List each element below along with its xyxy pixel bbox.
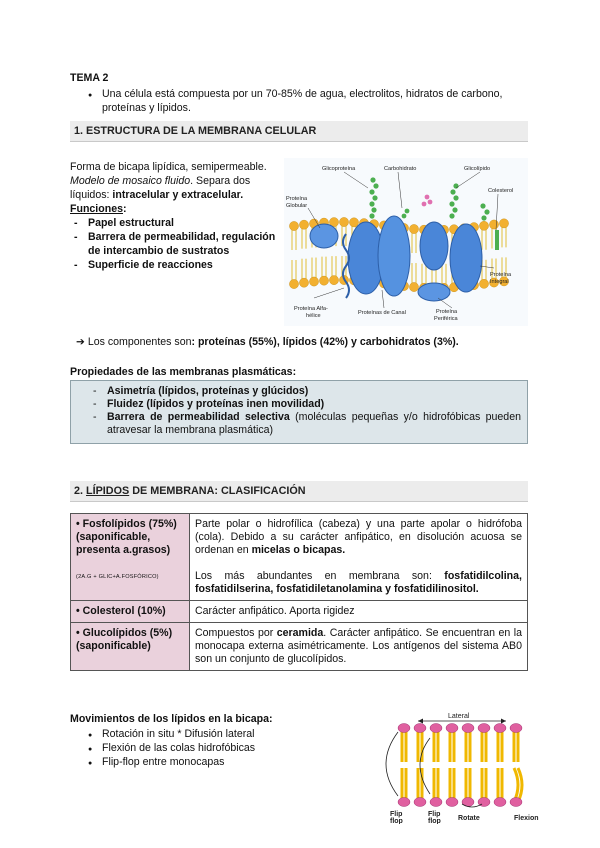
lipid-head: [446, 724, 458, 733]
flip-label-2: Flip: [428, 811, 441, 818]
label-proteina-integral: Proteína: [490, 272, 512, 278]
label-proteinas-canal: Proteínas de Canal: [358, 310, 406, 316]
movimiento-item: ● Flexión de las colas hidrofóbicas: [84, 741, 255, 755]
lipid-pairs: [398, 724, 522, 807]
formula-note: (2A.G + GLIC+A.FOSFÓRICO): [76, 574, 159, 580]
lipid-head: [398, 724, 410, 733]
row-desc: Compuestos por ceramida. Carácter anfipático. Se encuentran en la monocapa externa asimétricamente. Los antígenos del sistema AB0 son un conjunto de glucolípidos.: [190, 623, 528, 671]
label-proteina-alfa: Proteína Alfa-: [294, 306, 328, 312]
label-glicoproteina: Glicoproteína: [322, 166, 356, 172]
flip-label: Flip: [390, 811, 403, 818]
channel-protein: [378, 216, 410, 296]
globular-protein: [310, 224, 338, 248]
intro-list: [84, 87, 504, 115]
lipid-head: [414, 798, 426, 807]
lipid-head: [398, 798, 410, 807]
lipid-head: [494, 724, 506, 733]
components-bold: : proteínas (55%), lípidos (42%) y carbohidratos (3%).: [191, 336, 459, 348]
funcion-item: - Barrera de permeabilidad, regulación de intercambio de sustratos: [70, 230, 276, 258]
lipid-movement-diagram: [374, 708, 542, 824]
lipid-head: [309, 277, 318, 286]
lipid-head: [430, 724, 442, 733]
movimiento-item: ● Flip-flop entre monocapas: [84, 755, 255, 769]
label-proteina-globular-2: Globular: [286, 203, 308, 209]
lipid-head: [289, 279, 298, 288]
flip-arrow: [386, 732, 398, 796]
table-row: [71, 514, 528, 601]
lipid-head: [510, 724, 522, 733]
membrane-diagram: [284, 158, 528, 326]
label-colesterol: Colesterol: [488, 188, 514, 194]
lipid-head: [329, 276, 338, 285]
lipid-head: [499, 219, 508, 228]
funciones-list: [70, 216, 276, 272]
lipids-table: [70, 513, 528, 671]
row-name: • Glucolípidos (5%) (saponificable): [71, 623, 190, 671]
lipid-head: [462, 724, 474, 733]
peripheral-protein: [418, 283, 450, 301]
label-proteina-globular: Proteína: [286, 196, 308, 202]
funcion-item: - Papel estructural: [70, 216, 276, 230]
lipid-head: [289, 221, 298, 230]
prop-item: - Asimetría (lípidos, proteínas y glúcidos): [89, 385, 521, 398]
prop-item: - Fluidez (lípidos y proteínas inen movilidad): [89, 398, 521, 411]
table-row: [71, 623, 528, 671]
desc-bold: intracelular y extracelular.: [112, 189, 244, 201]
movimientos-title: Movimientos de los lípidos en la bicapa:: [70, 713, 273, 725]
props-box: [70, 380, 528, 444]
row-desc: Carácter anfipático. Aporta rigidez: [190, 601, 528, 623]
intro-item: ● Una célula está compuesta por un 70-85% de agua, electrolitos, hidratos de carbono, proteínas y lípidos.: [84, 87, 504, 115]
lateral-arrow-head-right: [501, 719, 506, 724]
desc-italic: Modelo de mosaico fluido: [70, 175, 191, 187]
prop-item: - Barrera de permeabilidad selectiva (moléculas pequeñas y/o hidrofóbicas pueden atravesar la membrana plasmática): [89, 411, 521, 437]
props-title: Propiedades de las membranas plasmáticas:: [70, 366, 297, 378]
lipid-head: [479, 279, 488, 288]
funcion-item: - Superficie de reacciones: [70, 258, 276, 272]
lipid-head: [319, 276, 328, 285]
lipid-head: [446, 798, 458, 807]
desc-text: Forma de bicapa lipídica, semipermeable.: [70, 161, 267, 173]
flexion-label: Flexion: [514, 815, 539, 822]
row-name: • Fosfolípidos (75%) (saponificable, presenta a.grasos) (2A.G + GLIC+A.FOSFÓRICO): [71, 514, 190, 601]
tema-title: TEMA 2: [70, 72, 109, 84]
lipid-head: [494, 798, 506, 807]
flop-label-2: flop: [428, 818, 441, 824]
lateral-label: Lateral: [448, 713, 470, 720]
lipid-head: [414, 724, 426, 733]
funciones-block: Funciones: - Papel estructural - Barrera de permeabilidad, regulación de intercambio de sustratos - Superficie de reacciones: [70, 202, 276, 272]
row-desc: Parte polar o hidrofílica (cabeza) y una parte apolar o hidrófoba (cola). Debido a su carácter anfipático, en disolución acuosa se ordenan en micelas o bicapas. Los más abundantes en membrana son: fosfatidilcolina, fosfatidilserina, fosfatidiletanolamina y fosfatidilinositol.: [190, 514, 528, 601]
lipid-head: [479, 221, 488, 230]
label-proteina-integral-2: Integral: [490, 279, 509, 285]
table-row: [71, 601, 528, 623]
label-proteina-periferica: Proteína: [436, 309, 458, 315]
label-carbohidrato: Carbohidrato: [384, 166, 417, 172]
integral-protein: [420, 222, 448, 270]
section1-header: 1. ESTRUCTURA DE LA MEMBRANA CELULAR: [70, 121, 528, 142]
movimiento-item: ● Rotación in situ * Difusión lateral: [84, 727, 255, 741]
lipid-head: [299, 220, 308, 229]
section2-header: 2. LÍPIDOS DE MEMBRANA: CLASIFICACIÓN: [70, 481, 528, 502]
components-line: [76, 336, 459, 348]
movimientos-list: [84, 727, 255, 769]
section1-description: [70, 160, 276, 272]
integral-protein: [450, 224, 482, 292]
props-list: [77, 385, 521, 437]
lipid-tail: [514, 768, 518, 802]
arrow-icon: ➔: [76, 336, 88, 348]
lateral-arrow-head-left: [418, 719, 423, 724]
lipid-head: [478, 724, 490, 733]
lipid-head: [430, 798, 442, 807]
lipid-head: [349, 218, 358, 227]
lipid-head: [339, 217, 348, 226]
lipid-head: [409, 282, 418, 291]
desc-text2: . Separa dos líquidos:: [70, 175, 251, 201]
lipid-head: [299, 278, 308, 287]
label-proteina-periferica-2: Periférica: [434, 316, 458, 322]
lipid-head: [510, 798, 522, 807]
label-proteina-alfa-2: hélice: [306, 313, 321, 319]
flop-label: flop: [390, 818, 403, 824]
lipid-head: [409, 224, 418, 233]
funciones-label: Funciones: [70, 203, 123, 215]
rotate-label: Rotate: [458, 815, 480, 822]
cholesterol-mark: [495, 230, 499, 250]
row-name: • Colesterol (10%): [71, 601, 190, 623]
label-glicolipido: Glicolípido: [464, 166, 491, 172]
lipid-head: [489, 220, 498, 229]
components-prefix: Los componentes son: [87, 336, 192, 348]
